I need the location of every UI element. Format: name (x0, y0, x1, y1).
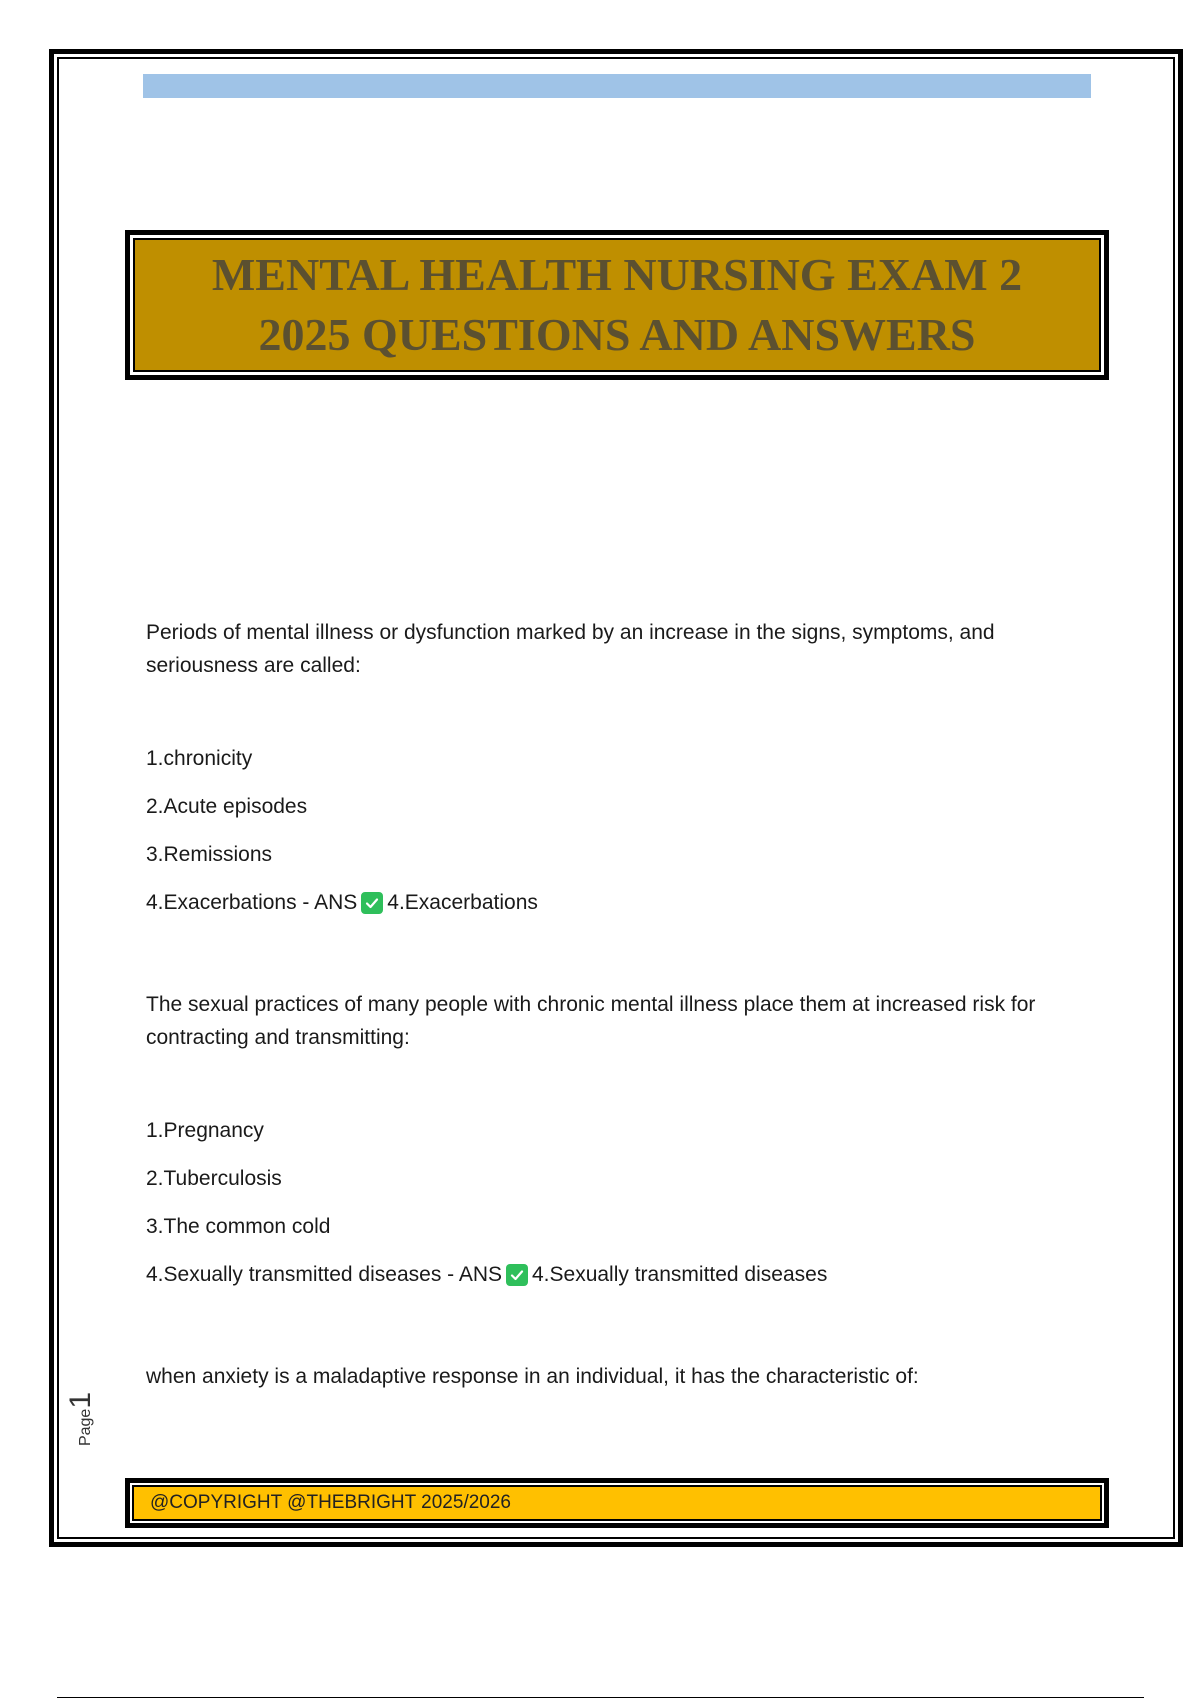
question-1-options (146, 747, 538, 939)
question-2-options (146, 1119, 827, 1311)
copyright-text: @COPYRIGHT @THEBRIGHT 2025/2026 (150, 1492, 511, 1513)
question-1-option-4 (146, 891, 538, 915)
question-1-answer: 4.Exacerbations (387, 891, 538, 914)
question-2-option-4-label: 4.Sexually transmitted diseases - ANS (146, 1263, 502, 1286)
question-2-text: The sexual practices of many people with chronic mental illness place them at increased risk for contracting and transmitting: (146, 993, 1036, 1049)
question-2-option-4 (146, 1263, 827, 1287)
question-2-option-3: 3.The common cold (146, 1215, 331, 1238)
question-1-option-2: 2.Acute episodes (146, 795, 308, 818)
question-3-text: when anxiety is a maladaptive response in an individual, it has the characteristic of: (146, 1365, 919, 1388)
check-mark-icon (361, 892, 383, 914)
page-number-rotated (64, 1392, 98, 1446)
question-1-option-4-label: 4.Exacerbations - ANS (146, 891, 358, 914)
page-number (60, 1380, 110, 1450)
question-2-answer: 4.Sexually transmitted diseases (532, 1263, 828, 1286)
question-1-text: Periods of mental illness or dysfunction marked by an increase in the signs, symptoms, and seriousness are called: (146, 621, 995, 677)
title-box (125, 230, 1109, 380)
question-2-option-1: 1.Pregnancy (146, 1119, 264, 1142)
title-line-2: 2025 QUESTIONS AND ANSWERS (258, 309, 976, 360)
title-panel (133, 238, 1101, 372)
bottom-divider (57, 1697, 1144, 1698)
footer-panel (132, 1485, 1102, 1521)
header-color-bar (143, 74, 1091, 98)
page-number-value: 1 (64, 1391, 98, 1409)
question-1-option-3: 3.Remissions (146, 843, 273, 866)
page-label: Page (77, 1408, 95, 1447)
check-mark-icon (506, 1264, 528, 1286)
question-1-option-1: 1.chronicity (146, 747, 253, 770)
question-2-option-2: 2.Tuberculosis (146, 1167, 282, 1190)
title-line-1: MENTAL HEALTH NURSING EXAM 2 (211, 249, 1023, 300)
footer-box (125, 1478, 1109, 1528)
